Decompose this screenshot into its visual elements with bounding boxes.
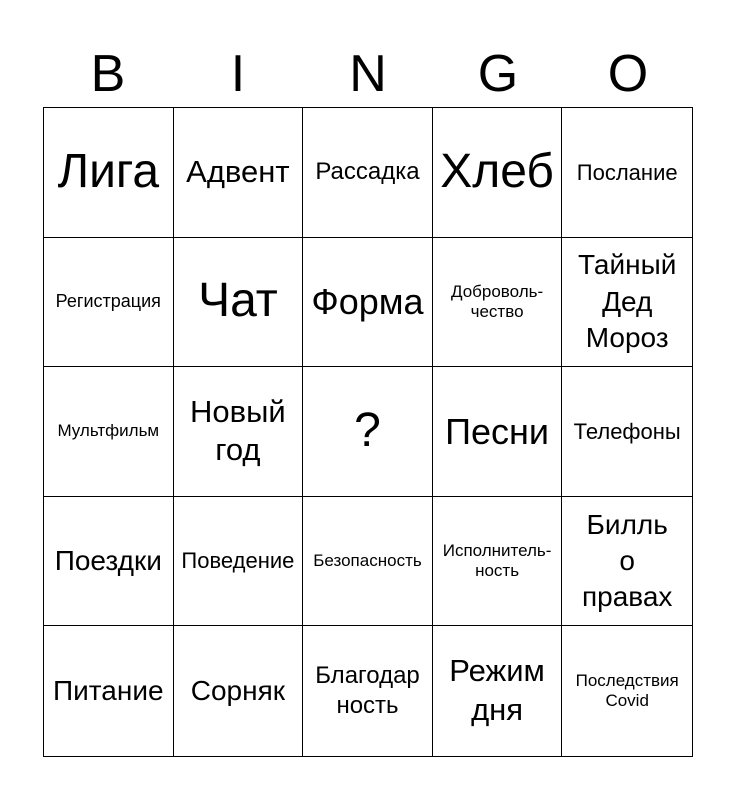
cell-text: Регистрация — [55, 291, 161, 312]
cell-text: Новый год — [190, 393, 286, 468]
cell-text: Безопасность — [313, 550, 422, 570]
cell-text: Лига — [57, 144, 160, 198]
bingo-cell[interactable] — [303, 108, 433, 238]
cell-text: Доброволь- чество — [451, 281, 544, 321]
bingo-cell[interactable] — [562, 367, 692, 497]
cell-text: Последствия Covid — [575, 670, 679, 711]
cell-text: Песни — [445, 410, 550, 452]
header-letter-g: G — [477, 45, 519, 103]
cell-text: Питание — [53, 675, 164, 706]
bingo-cell[interactable] — [562, 626, 692, 756]
bingo-cell[interactable] — [562, 108, 692, 238]
header-letter-o: O — [607, 45, 649, 103]
bingo-cell[interactable] — [44, 238, 174, 368]
bingo-cell[interactable] — [433, 497, 563, 627]
bingo-header — [43, 40, 693, 108]
cell-text: Билль о правах — [581, 508, 673, 613]
bingo-cell[interactable] — [433, 626, 563, 756]
bingo-cell[interactable] — [303, 238, 433, 368]
free-space-cell[interactable] — [303, 367, 433, 497]
header-letter-b: B — [90, 45, 126, 103]
bingo-cell[interactable] — [303, 626, 433, 756]
cell-text: Адвент — [186, 153, 290, 189]
bingo-cell[interactable] — [174, 626, 304, 756]
bingo-cell[interactable] — [433, 108, 563, 238]
bingo-cell[interactable] — [562, 497, 692, 627]
cell-text: Исполнитель- ность — [442, 540, 552, 581]
bingo-cell[interactable] — [433, 367, 563, 497]
header-letter-i: I — [230, 45, 246, 103]
bingo-cell[interactable] — [44, 626, 174, 756]
cell-text: Послание — [576, 159, 678, 185]
cell-text: Тайный Дед Мороз — [578, 249, 677, 354]
header-letter-n: N — [349, 45, 387, 103]
bingo-cell[interactable] — [174, 108, 304, 238]
bingo-cell[interactable] — [44, 497, 174, 627]
bingo-cell[interactable] — [174, 238, 304, 368]
cell-text: Форма — [311, 281, 424, 323]
cell-text: ? — [354, 404, 381, 458]
cell-text: Мультфильм — [57, 421, 160, 441]
bingo-cell[interactable] — [174, 497, 304, 627]
cell-text: Благодар ность — [315, 662, 420, 720]
bingo-cell[interactable] — [174, 367, 304, 497]
bingo-cell[interactable] — [44, 367, 174, 497]
cell-text: Поведение — [181, 548, 295, 574]
bingo-cell[interactable] — [433, 238, 563, 368]
bingo-board — [43, 107, 693, 757]
cell-text: Сорняк — [190, 675, 286, 706]
cell-text: Телефоны — [573, 418, 681, 444]
bingo-cell[interactable] — [562, 238, 692, 368]
cell-text: Чат — [198, 274, 278, 328]
bingo-cell[interactable] — [303, 497, 433, 627]
cell-text: Хлеб — [440, 144, 554, 198]
cell-text: Рассадка — [315, 158, 420, 186]
cell-text: Поездки — [54, 544, 162, 576]
bingo-cell[interactable] — [44, 108, 174, 238]
cell-text: Режим дня — [449, 653, 545, 728]
